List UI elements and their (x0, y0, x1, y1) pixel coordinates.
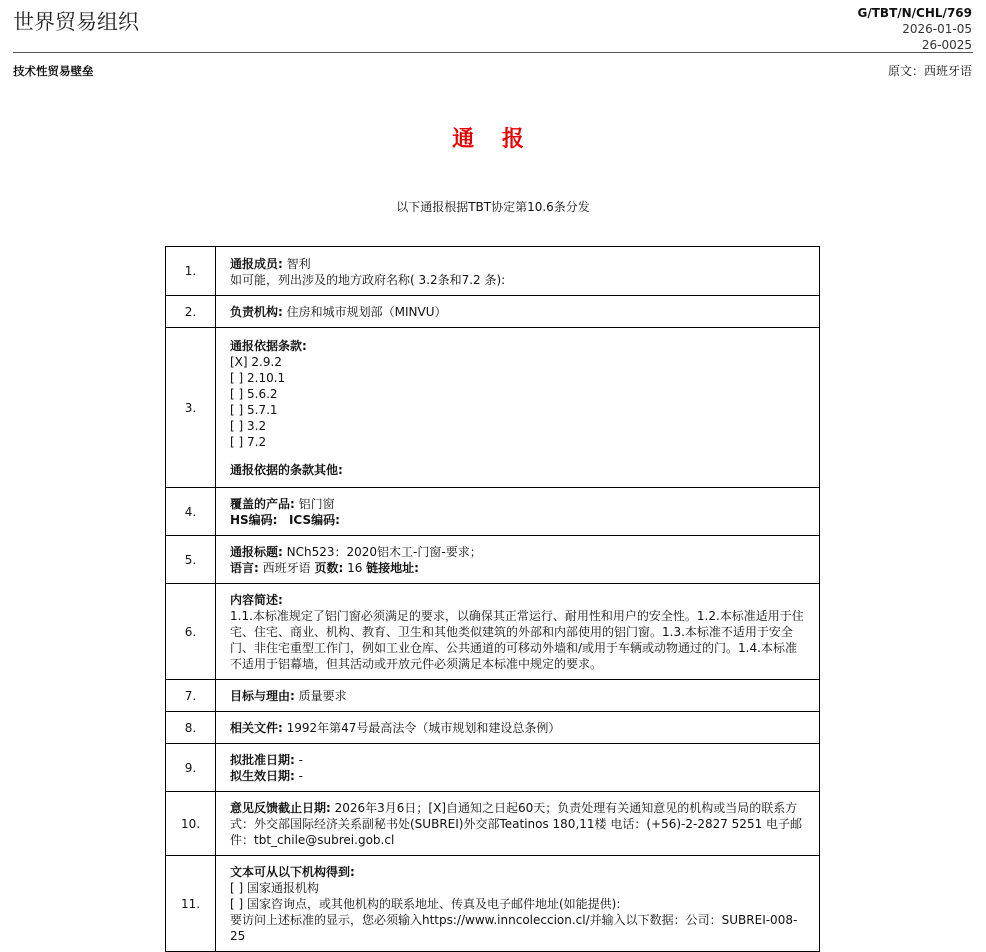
notification-table (165, 246, 820, 952)
local-government-note: 如可能，列出涉及的地方政府名称( 3.2条和7.2 条): (230, 272, 506, 287)
row-content (216, 744, 820, 792)
availability-option: [ ] 国家通报机构 (230, 881, 319, 895)
row-number: 3. (166, 328, 216, 488)
row-number: 5. (166, 536, 216, 584)
row-number: 1. (166, 247, 216, 296)
document-meta (858, 5, 973, 53)
table-row (166, 712, 820, 744)
pages-label: 页数: (314, 561, 344, 575)
committee-subtitle: 技术性贸易壁垒 (13, 64, 94, 78)
table-row (166, 856, 820, 952)
row-number: 11. (166, 856, 216, 952)
table-row (166, 792, 820, 856)
row-number: 10. (166, 792, 216, 856)
document-reference: 26-0025 (921, 38, 972, 52)
header-divider (13, 52, 973, 53)
row-content (216, 488, 820, 536)
basis-other-label: 通报依据的条款其他: (230, 463, 343, 477)
row-content (216, 328, 820, 488)
language-value: 西班牙语 (258, 561, 315, 575)
table-row (166, 296, 820, 328)
row-number: 7. (166, 680, 216, 712)
document-date: 2026-01-05 (902, 22, 972, 36)
ics-code-label: ICS编码: (288, 513, 340, 527)
products-label: 覆盖的产品: (230, 497, 295, 511)
member-label: 通报成员: (230, 256, 283, 271)
related-docs-label: 相关文件: (230, 721, 283, 735)
row-number: 2. (166, 296, 216, 328)
row-content (216, 792, 820, 856)
row-content (216, 247, 820, 296)
row-content (216, 584, 820, 680)
wto-org-name: 世界贸易组织 (13, 10, 139, 34)
row-number: 9. (166, 744, 216, 792)
effective-date-label: 拟生效日期: (230, 769, 295, 783)
distribution-note: 以下通报根据TBT协定第10.6条分发 (396, 200, 590, 214)
row-content (216, 856, 820, 952)
row-number: 4. (166, 488, 216, 536)
table-row (166, 488, 820, 536)
related-docs-value: 1992年第47号最高法令（城市规划和建设总条例） (282, 721, 561, 735)
original-language: 原文：西班牙语 (887, 64, 972, 78)
objective-label: 目标与理由: (230, 689, 295, 703)
availability-instructions: 要访问上述标准的显示，您必须输入https://www.inncoleccion.cl/并输入以下数据：公司：SUBREI-008-25 (230, 913, 798, 943)
hs-code-label: HS编码: (230, 513, 278, 527)
spacer (230, 450, 805, 462)
language-label: 语言: (230, 561, 259, 575)
table-row (166, 584, 820, 680)
title-label: 通报标题: (230, 545, 283, 559)
deadline-label: 意见反馈截止日期: (230, 801, 331, 815)
agency-label: 负责机构: (230, 305, 283, 319)
table-row (166, 247, 820, 296)
availability-label: 文本可从以下机构得到: (230, 865, 355, 879)
basis-option: [ ] 2.10.1 (230, 371, 286, 385)
effective-date-value: - (294, 769, 303, 783)
document-symbol: G/TBT/N/CHL/769 (857, 6, 972, 20)
table-row (166, 744, 820, 792)
basis-option: [X] 2.9.2 (230, 355, 282, 369)
table-row (166, 536, 820, 584)
objective-value: 质量要求 (294, 689, 347, 703)
row-number: 6. (166, 584, 216, 680)
agency-value: 住房和城市规划部（MINVU） (282, 305, 447, 319)
title-value: NCh523：2020铝木工-门窗-要求； (282, 545, 482, 559)
adoption-date-value: - (294, 753, 303, 767)
adoption-date-label: 拟批准日期: (230, 753, 295, 767)
table-row (166, 328, 820, 488)
basis-option: [ ] 3.2 (230, 419, 267, 433)
basis-label: 通报依据条款: (230, 339, 307, 353)
deadline-value: 2026年3月6日；[X]自通知之日起60天；负责处理有关通知意见的机构或当局的联系方式：外交部国际经济关系副秘书处(SUBREI)外交部Teatinos 180,11楼 电话：(+56)-2-2827 5251 电子邮件：tbt_chile@subrei.gob.cl (230, 801, 803, 847)
row-content (216, 680, 820, 712)
pages-value: 16 (343, 561, 367, 575)
basis-option: [ ] 5.6.2 (230, 387, 278, 401)
row-content (216, 712, 820, 744)
notification-title: 通 报 (452, 127, 534, 152)
row-content (216, 536, 820, 584)
row-number: 8. (166, 712, 216, 744)
member-value: 智利 (282, 256, 311, 271)
basis-option: [ ] 5.7.1 (230, 403, 278, 417)
table-row (166, 680, 820, 712)
description-label: 内容简述: (230, 593, 283, 607)
row-content (216, 296, 820, 328)
availability-option: [ ] 国家咨询点，或其他机构的联系地址、传真及电子邮件地址(如能提供): (230, 897, 621, 911)
description-text: 1.1.本标准规定了铝门窗必须满足的要求，以确保其正常运行、耐用性和用户的安全性。1.2.本标准适用于住宅、住宅、商业、机构、教育、卫生和其他类似建筑的外部和内部使用的铝门窗。1.3.本标准不适用于安全门、非住宅重型工作门，例如工业仓库、公共通道的可移动外墙和/或用于车辆或动物通过的门。1.4.本标准不适用于铝幕墙，但其活动或开放元件必须满足本标准中规定的要求。 (230, 609, 804, 671)
link-label: 链接地址: (366, 561, 419, 575)
basis-option: [ ] 7.2 (230, 435, 267, 449)
products-value: 铝门窗 (294, 497, 335, 511)
